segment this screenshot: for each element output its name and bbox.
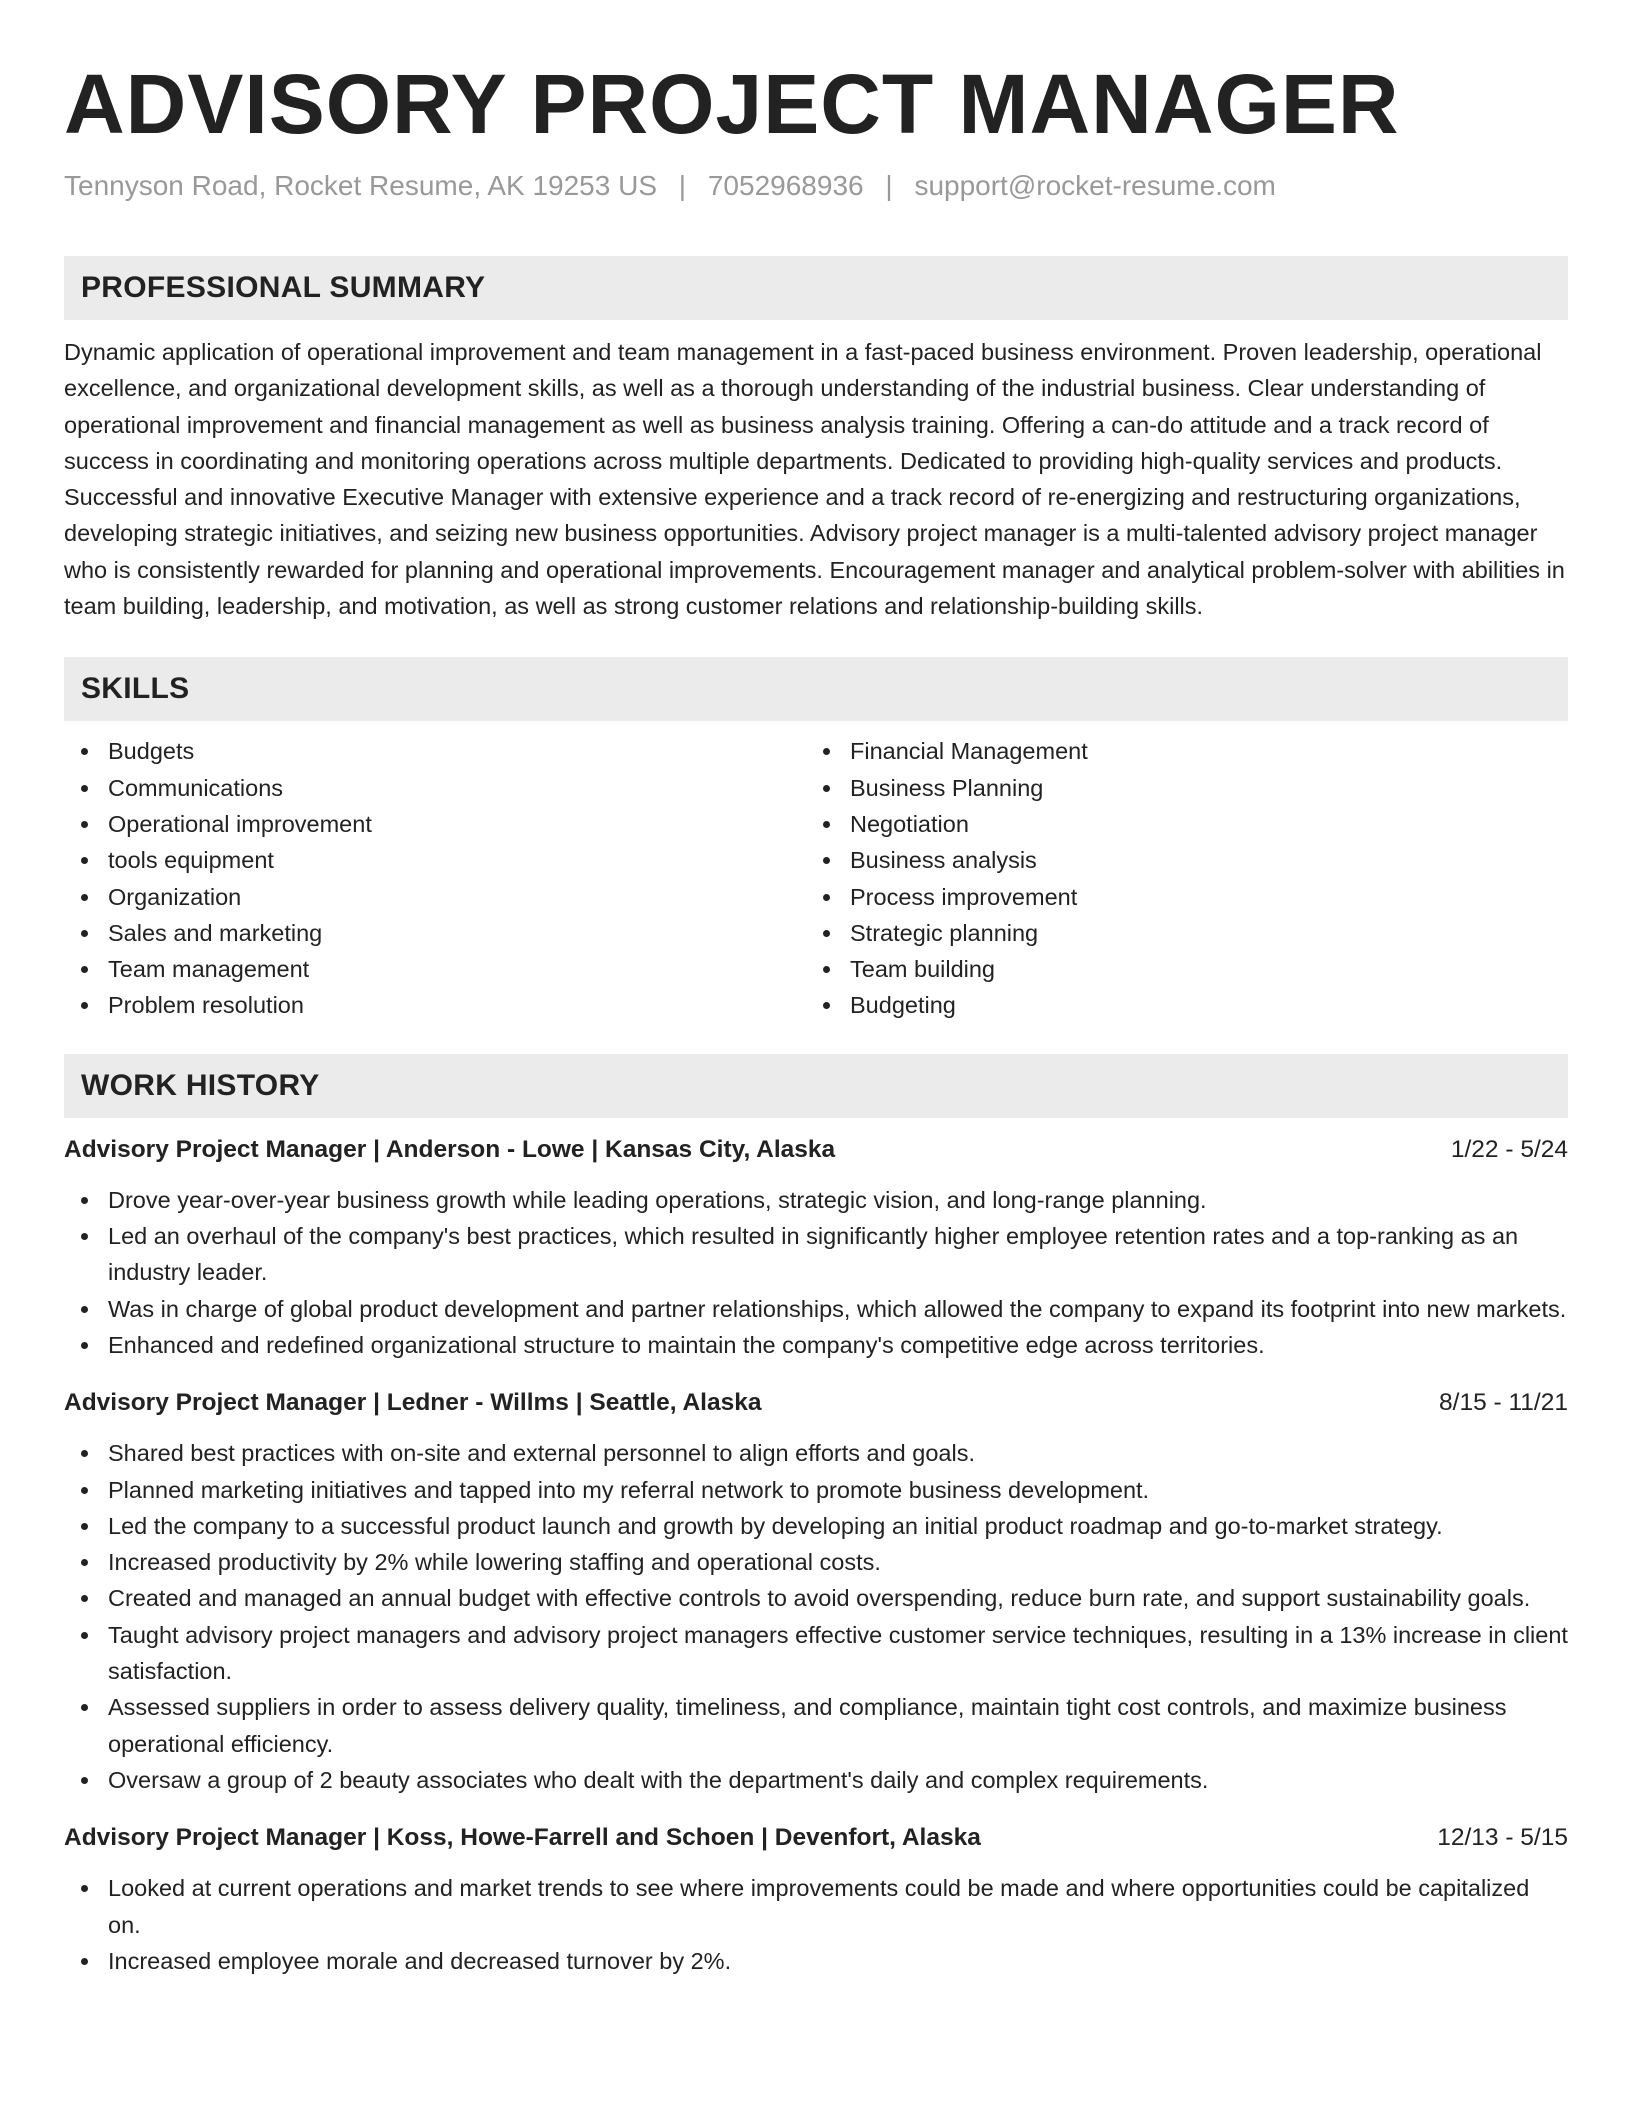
job-bullet: Was in charge of global product development and partner relationships, which allowed the company to expand its footprint into new markets. [64, 1291, 1568, 1327]
job-dates: 1/22 - 5/24 [1450, 1135, 1568, 1163]
job-bullet: Drove year-over-year business growth while leading operations, strategic vision, and long-range planning. [64, 1182, 1568, 1218]
job-bullets [64, 1435, 1568, 1798]
contact-email: support@rocket-resume.com [914, 170, 1276, 201]
skill-item: Sales and marketing [64, 915, 806, 951]
skill-item: Operational improvement [64, 806, 806, 842]
skill-item: Problem resolution [64, 987, 806, 1023]
contact-phone: 7052968936 [707, 170, 864, 201]
job-bullet: Increased employee morale and decreased turnover by 2%. [64, 1943, 1568, 1979]
skill-item: Financial Management [806, 733, 1548, 769]
skill-item: Strategic planning [806, 915, 1548, 951]
skill-item: Organization [64, 879, 806, 915]
job-bullet: Planned marketing initiatives and tapped into my referral network to promote business development. [64, 1472, 1568, 1508]
job-entry [64, 1820, 1568, 1979]
job-bullet: Looked at current operations and market trends to see where improvements could be made and where opportunities could be capitalized on. [64, 1870, 1568, 1943]
job-bullet: Shared best practices with on-site and external personnel to align efforts and goals. [64, 1435, 1568, 1471]
skill-item: Business Planning [806, 770, 1548, 806]
skill-item: Process improvement [806, 879, 1548, 915]
job-header [64, 1820, 1568, 1856]
job-bullet: Increased productivity by 2% while lowering staffing and operational costs. [64, 1544, 1568, 1580]
job-bullet: Led an overhaul of the company's best practices, which resulted in significantly higher employee retention rates and a top-ranking as an industry leader. [64, 1218, 1568, 1291]
section-heading-skills: SKILLS [64, 657, 1568, 721]
job-header [64, 1132, 1568, 1168]
section-heading-summary: PROFESSIONAL SUMMARY [64, 256, 1568, 320]
skill-item: Negotiation [806, 806, 1548, 842]
contact-line [64, 168, 1568, 204]
skill-item: tools equipment [64, 842, 806, 878]
job-bullets [64, 1870, 1568, 1979]
skill-item: Team building [806, 951, 1548, 987]
skills-column-right [806, 733, 1548, 1023]
job-dates: 8/15 - 11/21 [1439, 1389, 1568, 1417]
skill-item: Budgeting [806, 987, 1548, 1023]
job-dates: 12/13 - 5/15 [1437, 1824, 1568, 1852]
job-bullets [64, 1182, 1568, 1363]
job-title: Advisory Project Manager | Ledner - Willms | Seattle, Alaska [64, 1389, 762, 1417]
job-bullet: Created and managed an annual budget with effective controls to avoid overspending, reduce burn rate, and support sustainability goals. [64, 1580, 1568, 1616]
job-header [64, 1385, 1568, 1421]
summary-text: Dynamic application of operational improvement and team management in a fast-paced business environment. Proven leadership, operational excellence, and organizational development skills, as well as a thorough understanding of the industrial business. Clear understanding of operational improvement and financial management as well as business analysis training. Offering a can-do attitude and a track record of success in coordinating and monitoring operations across multiple departments. Dedicated to providing high-quality services and products. Successful and innovative Executive Manager with extensive experience and a track record of re-energizing and restructuring organizations, developing strategic initiatives, and seizing new business opportunities. Advisory project manager is a multi-talented advisory project manager who is consistently rewarded for planning and operational improvements. Encouragement manager and analytical problem-solver with abilities in team building, leadership, and motivation, as well as strong customer relations and relationship-building skills. [64, 339, 1565, 620]
job-bullet: Enhanced and redefined organizational structure to maintain the company's competitive edge across territories. [64, 1327, 1568, 1363]
skill-item: Communications [64, 770, 806, 806]
job-bullet: Led the company to a successful product launch and growth by developing an initial product roadmap and go-to-market strategy. [64, 1508, 1568, 1544]
section-heading-work-history: WORK HISTORY [64, 1054, 1568, 1118]
job-title: Advisory Project Manager | Anderson - Lowe | Kansas City, Alaska [64, 1135, 836, 1163]
skill-item: Business analysis [806, 842, 1548, 878]
job-bullet: Assessed suppliers in order to assess delivery quality, timeliness, and compliance, maintain tight cost controls, and maximize business operational efficiency. [64, 1689, 1568, 1762]
job-entry [64, 1132, 1568, 1363]
resume-name: ADVISORY PROJECT MANAGER [64, 57, 1400, 151]
job-entry [64, 1385, 1568, 1798]
skills-column-left [64, 733, 806, 1023]
contact-separator: | [885, 170, 893, 201]
job-bullet: Taught advisory project managers and advisory project managers effective customer service techniques, resulting in a 13% increase in client satisfaction. [64, 1617, 1568, 1690]
contact-separator: | [678, 170, 687, 201]
skill-item: Budgets [64, 733, 806, 769]
skills-list [64, 733, 1568, 1023]
job-bullet: Oversaw a group of 2 beauty associates who dealt with the department's daily and complex requirements. [64, 1762, 1568, 1798]
skill-item: Team management [64, 951, 806, 987]
job-title: Advisory Project Manager | Koss, Howe-Farrell and Schoen | Devenfort, Alaska [64, 1824, 981, 1852]
contact-address: Tennyson Road, Rocket Resume, AK 19253 US [64, 170, 658, 201]
